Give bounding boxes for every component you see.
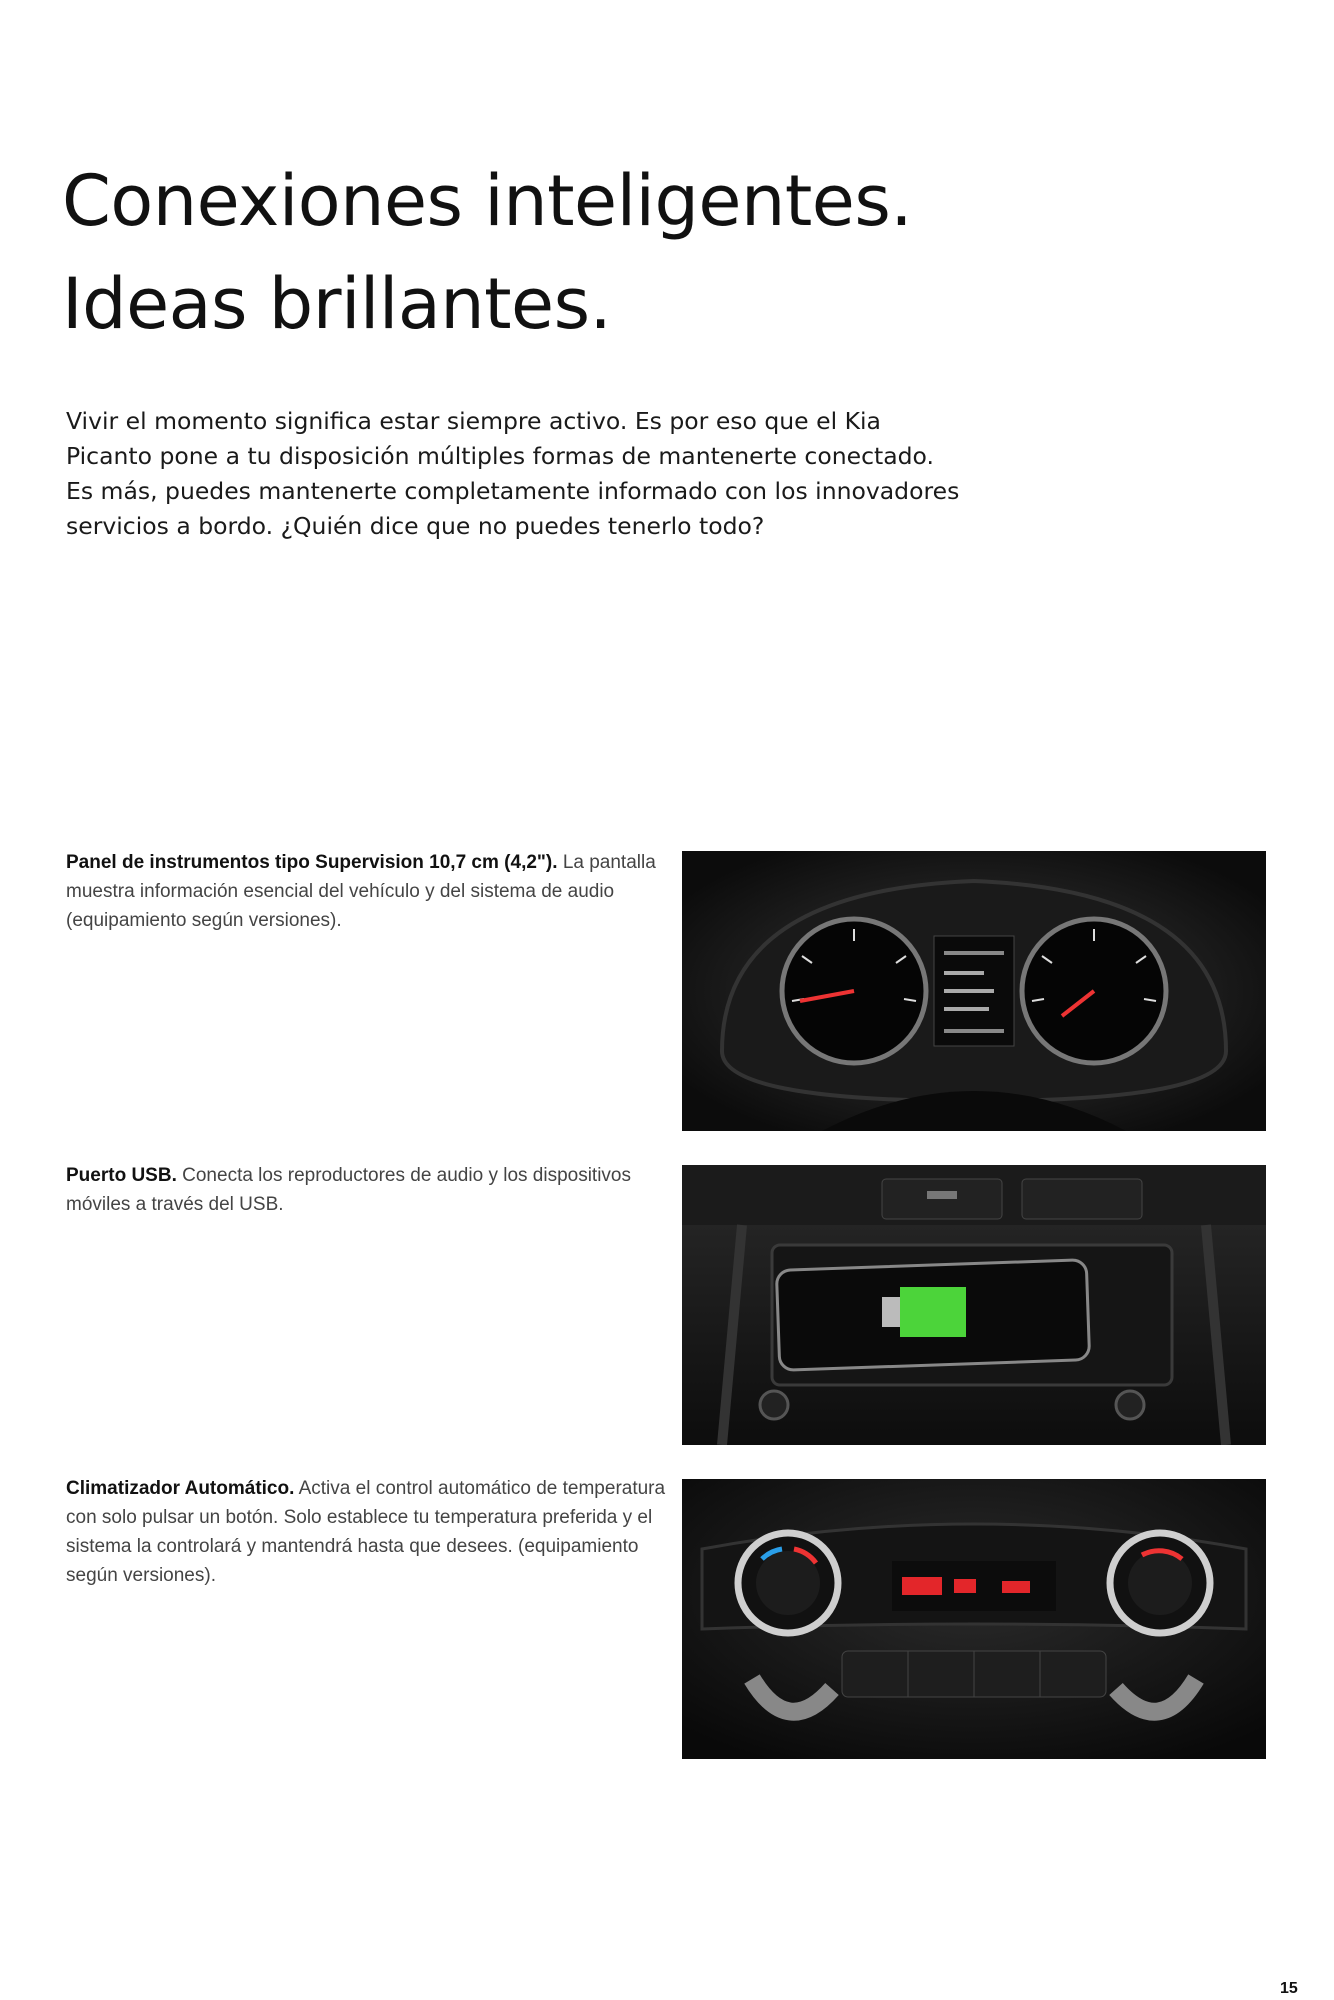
climate-control-photo <box>682 1479 1266 1759</box>
headline-line-2: Ideas brillantes. <box>62 263 612 345</box>
feature-title: Climatizador Automático. <box>66 1478 295 1499</box>
feature-text: Conecta los reproductores de audio y los dispositivos móviles a través del USB. <box>66 1165 631 1215</box>
instrument-cluster-photo <box>682 851 1266 1131</box>
feature-usb-port <box>66 1161 666 1219</box>
headline-line-1: Conexiones inteligentes. <box>62 160 913 242</box>
page-number: 15 <box>1280 1980 1298 1997</box>
intro-paragraph: Vivir el momento significa estar siempre activo. Es por eso que el Kia Picanto pone a tu disposición múltiples formas de mantenerte conectado. Es más, puedes mantenerte completamente informado con los innovadores servicios a bordo. ¿Quién dice que no puedes tenerlo todo? <box>66 407 960 540</box>
instrument-cluster-illustration <box>682 851 1266 1131</box>
climate-control-illustration <box>682 1479 1266 1759</box>
feature-text: La pantalla muestra información esencial del vehículo y del sistema de audio (equipamiento según versiones). <box>66 852 656 931</box>
page-headline <box>62 150 912 356</box>
feature-text: Activa el control automático de temperatura con solo pulsar un botón. Solo establece tu temperatura preferida y el sistema la controlará y mantendrá hasta que desees. (equipamiento según versiones). <box>66 1478 666 1586</box>
feature-title: Puerto USB. <box>66 1165 177 1186</box>
feature-climate-control <box>66 1474 666 1590</box>
feature-instrument-panel <box>66 848 666 935</box>
usb-port-illustration <box>682 1165 1266 1445</box>
usb-port-photo <box>682 1165 1266 1445</box>
feature-title: Panel de instrumentos tipo Supervision 10,7 cm (4,2"). <box>66 852 558 873</box>
